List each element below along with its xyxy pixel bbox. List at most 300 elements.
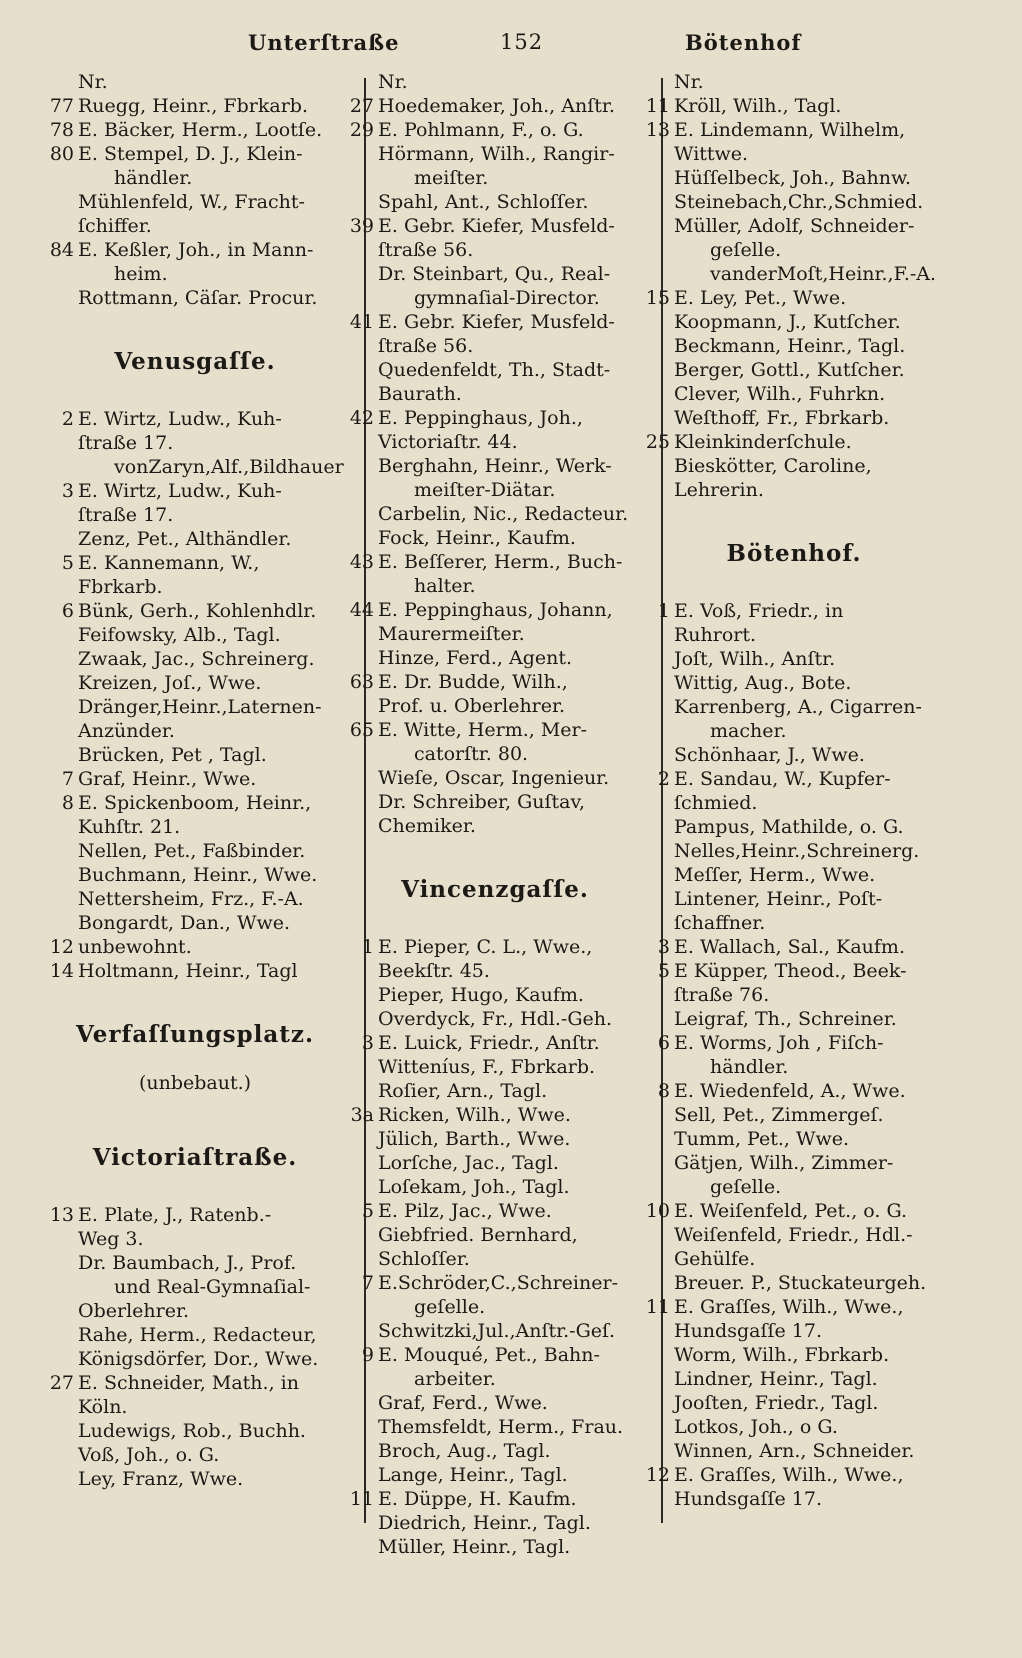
house-number — [328, 1391, 378, 1415]
house-number — [624, 1151, 674, 1175]
house-number — [328, 959, 378, 983]
entry-text: Müller, Heinr., Tagl. — [378, 1536, 571, 1558]
house-number — [328, 1007, 378, 1031]
entry-row — [624, 887, 964, 911]
house-number — [28, 286, 78, 310]
entry-row — [328, 550, 662, 574]
entry-row — [328, 118, 662, 142]
entry-text: Weiſenfeld, Friedr., Hdl.- — [674, 1224, 913, 1246]
house-number — [624, 166, 674, 190]
entry-row — [328, 646, 662, 670]
entry-text: Baurath. — [378, 383, 462, 405]
entry-text: Pieper, Hugo, Kaufm. — [378, 984, 584, 1006]
entry-row — [328, 1343, 662, 1367]
col1-s3-list — [28, 1203, 362, 1491]
entry-text: heim. — [114, 263, 168, 285]
house-number: 8 — [657, 1080, 670, 1102]
house-number: 6 — [657, 1032, 670, 1054]
entry-text: ſtraße 17. — [78, 504, 174, 526]
house-number — [328, 238, 378, 262]
entry-row — [624, 1391, 964, 1415]
house-number — [28, 863, 78, 887]
entry-row — [624, 1055, 964, 1079]
house-number — [624, 863, 674, 887]
entry-row — [328, 1487, 662, 1511]
entry-row — [328, 790, 662, 814]
entry-text: Koopmann, J., Kutſcher. — [674, 311, 901, 333]
entry-row — [28, 887, 362, 911]
house-number — [328, 1295, 378, 1319]
house-number — [328, 983, 378, 1007]
entry-row — [328, 959, 662, 983]
entry-text: ſtraße 56. — [378, 239, 474, 261]
house-number: 5 — [61, 552, 74, 574]
house-number — [624, 1391, 674, 1415]
house-number — [328, 622, 378, 646]
entry-text: E. Worms, Joh , Fiſch- — [674, 1032, 884, 1054]
entry-text: arbeiter. — [414, 1368, 496, 1390]
house-number: 65 — [349, 719, 374, 741]
entry-row — [328, 286, 662, 310]
house-number: 15 — [645, 287, 670, 309]
house-number — [328, 190, 378, 214]
house-number — [624, 911, 674, 935]
entry-row — [28, 238, 362, 262]
entry-row — [624, 166, 964, 190]
entry-row — [328, 1295, 662, 1319]
entry-row — [624, 382, 964, 406]
entry-row — [328, 1439, 662, 1463]
house-number: 9 — [361, 1344, 374, 1366]
house-number — [624, 983, 674, 1007]
house-number — [28, 1251, 78, 1275]
entry-text: Clever, Wilh., Fuhrkn. — [674, 383, 886, 405]
house-number — [624, 1271, 674, 1295]
entry-text: Pampus, Mathilde, o. G. — [674, 816, 904, 838]
house-number — [28, 1443, 78, 1467]
entry-text: E. Wirtz, Ludw., Kuh- — [78, 408, 282, 430]
house-number: 1 — [657, 600, 670, 622]
entry-row — [328, 718, 662, 742]
house-number — [624, 1343, 674, 1367]
entry-text: Brücken, Pet , Tagl. — [78, 744, 267, 766]
house-number — [28, 1227, 78, 1251]
entry-row — [328, 1511, 662, 1535]
house-number — [624, 406, 674, 430]
entry-row — [28, 479, 362, 503]
house-number — [624, 310, 674, 334]
entry-text: Graf, Ferd., Wwe. — [378, 1392, 548, 1414]
section-title: Verfaſſungsplatz. — [76, 1021, 314, 1048]
entry-text: Müller, Adolf, Schneider- — [674, 215, 915, 237]
entry-text: Hundsgaſſe 17. — [674, 1320, 823, 1342]
entry-text: E. Spickenboom, Heinr., — [78, 792, 312, 814]
entry-text: E. Wiedenfeld, A., Wwe. — [674, 1080, 906, 1102]
entry-row — [624, 262, 964, 286]
entry-row — [624, 743, 964, 767]
house-number: 27 — [49, 1372, 74, 1394]
house-number — [624, 1415, 674, 1439]
entry-text: ſtraße 17. — [78, 432, 174, 454]
entry-row — [624, 1175, 964, 1199]
entry-text: E. Peppinghaus, Joh., — [378, 407, 583, 429]
entry-row — [328, 694, 662, 718]
entry-text: E. Beſſerer, Herm., Buch- — [378, 551, 623, 573]
house-number — [624, 1175, 674, 1199]
house-number: 5 — [657, 960, 670, 982]
entry-text: Quedenfeldt, Th., Stadt- — [378, 359, 611, 381]
entry-text: unbewohnt. — [78, 936, 192, 958]
entry-text: E. Schneider, Math., in — [78, 1372, 299, 1394]
entry-row — [624, 1127, 964, 1151]
house-number — [328, 166, 378, 190]
house-number — [28, 815, 78, 839]
entry-text: Köln. — [78, 1396, 128, 1418]
entry-row — [28, 623, 362, 647]
col1-intro-list — [28, 70, 362, 310]
entry-text: Feifowsky, Alb., Tagl. — [78, 624, 281, 646]
entry-text: E. Peppinghaus, Johann, — [378, 599, 613, 621]
house-number — [28, 503, 78, 527]
entry-text: Berghahn, Heinr., Werk- — [378, 455, 612, 477]
entry-row — [624, 647, 964, 671]
house-number: 14 — [49, 960, 74, 982]
house-number: 2 — [61, 408, 74, 430]
house-number: 12 — [49, 936, 74, 958]
house-number — [328, 1175, 378, 1199]
entry-text: Maurermeiſter. — [378, 623, 525, 645]
house-number — [28, 1395, 78, 1419]
house-number: 3a — [350, 1104, 374, 1126]
entry-row — [624, 1079, 964, 1103]
entry-row — [28, 959, 362, 983]
entry-row — [328, 454, 662, 478]
entry-text: und Real-Gymnaſial- — [114, 1276, 311, 1298]
house-number — [624, 334, 674, 358]
house-number: 63 — [349, 671, 374, 693]
house-number — [28, 431, 78, 455]
entry-row — [28, 190, 362, 214]
entry-text: E. Pohlmann, F., o. G. — [378, 119, 584, 141]
house-number: 8 — [61, 792, 74, 814]
column-1 — [28, 70, 362, 1491]
entry-row — [624, 1487, 964, 1511]
entry-row — [328, 190, 662, 214]
house-number: 29 — [349, 119, 374, 141]
house-number: 39 — [349, 215, 374, 237]
entry-text: Gätjen, Wilh., Zimmer- — [674, 1152, 894, 1174]
house-number: 7 — [361, 1272, 374, 1294]
entry-row — [624, 1007, 964, 1031]
entry-row — [328, 1415, 662, 1439]
house-number — [624, 1319, 674, 1343]
house-number — [328, 766, 378, 790]
house-number — [624, 719, 674, 743]
entry-text: Kleinkinderſchule. — [674, 431, 852, 453]
house-number — [328, 1151, 378, 1175]
entry-row — [28, 1275, 362, 1299]
entry-row — [624, 406, 964, 430]
entry-row — [624, 623, 964, 647]
entry-row — [28, 863, 362, 887]
entry-text: Nettersheim, Frz., F.-A. — [78, 888, 304, 910]
entry-row — [328, 1367, 662, 1391]
entry-text: Dr. Schreiber, Guſtav, — [378, 791, 586, 813]
section-title: Victoriaſtraße. — [92, 1144, 298, 1171]
house-number — [28, 1299, 78, 1323]
house-number — [624, 1103, 674, 1127]
house-number — [328, 1535, 378, 1559]
entry-row — [328, 526, 662, 550]
house-number — [328, 70, 378, 94]
entry-text: Wittwe. — [674, 143, 749, 165]
entry-row — [28, 671, 362, 695]
entry-text: E. Lindemann, Wilhelm, — [674, 119, 906, 141]
entry-row — [328, 983, 662, 1007]
entry-row — [28, 166, 362, 190]
house-number — [28, 719, 78, 743]
entry-text: E. Graſſes, Wilh., Wwe., — [674, 1296, 904, 1318]
entry-row — [624, 839, 964, 863]
entry-text: Loſekam, Joh., Tagl. — [378, 1176, 570, 1198]
house-number — [28, 262, 78, 286]
entry-text: E. Wirtz, Ludw., Kuh- — [78, 480, 282, 502]
house-number — [28, 190, 78, 214]
column-2 — [328, 70, 662, 1559]
page-number: 152 — [500, 30, 544, 54]
entry-row — [624, 1199, 964, 1223]
entry-row — [328, 310, 662, 334]
section-title: Venusgaſſe. — [114, 348, 276, 375]
entry-text: vanderMoſt,Heinr.,F.-A. — [710, 263, 937, 285]
entry-text: Hoedemaker, Joh., Anſtr. — [378, 95, 615, 117]
entry-row — [328, 1199, 662, 1223]
entry-text: Fbrkarb. — [78, 576, 163, 598]
entry-row — [328, 670, 662, 694]
house-number: 1 — [361, 936, 374, 958]
house-number — [328, 1415, 378, 1439]
entry-text: Nr. — [674, 71, 704, 93]
entry-text: E Küpper, Theod., Beek- — [674, 960, 907, 982]
entry-row — [624, 1247, 964, 1271]
entry-row — [328, 1319, 662, 1343]
entry-text: Berger, Gottl., Kutſcher. — [674, 359, 905, 381]
entry-text: Hörmann, Wilh., Rangir- — [378, 143, 615, 165]
entry-row — [328, 766, 662, 790]
entry-row — [28, 1251, 362, 1275]
entry-text: ſtraße 56. — [378, 335, 474, 357]
house-number — [328, 574, 378, 598]
entry-row — [624, 214, 964, 238]
entry-row — [28, 407, 362, 431]
entry-row — [28, 262, 362, 286]
house-number: 41 — [349, 311, 374, 333]
entry-text: Dr. Steinbart, Qu., Real- — [378, 263, 611, 285]
house-number — [624, 1439, 674, 1463]
entry-row — [28, 455, 362, 479]
house-number — [328, 646, 378, 670]
entry-row — [624, 815, 964, 839]
entry-row — [328, 262, 662, 286]
entry-row — [28, 1347, 362, 1371]
entry-row — [328, 935, 662, 959]
house-number — [328, 262, 378, 286]
entry-row — [624, 1415, 964, 1439]
house-number — [328, 1079, 378, 1103]
entry-row — [328, 1007, 662, 1031]
entry-text: Fock, Heinr., Kaufm. — [378, 527, 576, 549]
entry-text: E. Pieper, C. L., Wwe., — [378, 936, 593, 958]
house-number: 3 — [657, 936, 670, 958]
entry-row — [28, 935, 362, 959]
entry-text: Karrenberg, A., Cigarren- — [674, 696, 922, 718]
entry-text: E. Weiſenfeld, Pet., o. G. — [674, 1200, 908, 1222]
entry-row — [28, 1443, 362, 1467]
entry-text: E. Pilz, Jac., Wwe. — [378, 1200, 552, 1222]
entry-row — [328, 598, 662, 622]
col1-s1-list — [28, 407, 362, 983]
entry-row — [28, 815, 362, 839]
entry-row — [28, 142, 362, 166]
entry-row — [624, 358, 964, 382]
house-number — [28, 911, 78, 935]
entry-text: Jooſten, Friedr., Tagl. — [674, 1392, 879, 1414]
entry-row — [328, 406, 662, 430]
house-number — [328, 334, 378, 358]
entry-row — [624, 1223, 964, 1247]
entry-row — [28, 70, 362, 94]
entry-row — [28, 1467, 362, 1491]
house-number — [328, 454, 378, 478]
entry-text: Lorſche, Jac., Tagl. — [378, 1152, 559, 1174]
entry-text: Dr. Baumbach, J., Prof. — [78, 1252, 297, 1274]
house-number: 78 — [49, 119, 74, 141]
entry-text: Nr. — [378, 71, 408, 93]
house-number: 11 — [645, 1296, 670, 1318]
entry-row — [328, 70, 662, 94]
entry-text: catorſtr. 80. — [414, 743, 529, 765]
house-number: 13 — [645, 119, 670, 141]
entry-row — [328, 742, 662, 766]
entry-text: E. Keßler, Joh., in Mann- — [78, 239, 314, 261]
entry-text: händler. — [114, 167, 193, 189]
entry-text: Kröll, Wilh., Tagl. — [674, 95, 842, 117]
entry-row — [328, 1175, 662, 1199]
house-number — [28, 166, 78, 190]
column-3 — [624, 70, 964, 1511]
house-number: 13 — [49, 1204, 74, 1226]
entry-text: Lintener, Heinr., Poſt- — [674, 888, 883, 910]
entry-text: Holtmann, Heinr., Tagl — [78, 960, 298, 982]
entry-row — [624, 959, 964, 983]
entry-row — [328, 622, 662, 646]
house-number — [624, 478, 674, 502]
entry-row — [28, 767, 362, 791]
entry-text: meiſter-Diätar. — [414, 479, 556, 501]
entry-row — [328, 1031, 662, 1055]
house-number: 25 — [645, 431, 670, 453]
house-number: 44 — [349, 599, 374, 621]
entry-text: Dränger,Heinr.,Laternen- — [78, 696, 322, 718]
entry-row — [328, 1247, 662, 1271]
entry-row — [28, 719, 362, 743]
entry-row — [328, 814, 662, 838]
entry-row — [328, 94, 662, 118]
house-number — [624, 358, 674, 382]
entry-row — [624, 1103, 964, 1127]
entry-row — [624, 478, 964, 502]
house-number — [328, 502, 378, 526]
entry-row — [28, 1323, 362, 1347]
entry-row — [624, 1343, 964, 1367]
house-number — [28, 839, 78, 863]
house-number — [328, 1511, 378, 1535]
entry-row — [328, 1127, 662, 1151]
house-number — [328, 478, 378, 502]
house-number — [28, 575, 78, 599]
entry-row — [28, 791, 362, 815]
entry-row — [328, 142, 662, 166]
house-number — [624, 1007, 674, 1031]
entry-row — [328, 214, 662, 238]
entry-text: Graf, Heinr., Wwe. — [78, 768, 257, 790]
entry-row — [624, 334, 964, 358]
entry-text: Chemiker. — [378, 815, 476, 837]
entry-text: Kreizen, Joſ., Wwe. — [78, 672, 262, 694]
entry-row — [28, 1227, 362, 1251]
entry-text: Ruhrort. — [674, 624, 757, 646]
house-number — [624, 190, 674, 214]
entry-text: Lange, Heinr., Tagl. — [378, 1464, 568, 1486]
entry-text: Hüſſelbeck, Joh., Bahnw. — [674, 167, 912, 189]
entry-row — [624, 599, 964, 623]
entry-text: Hinze, Ferd., Agent. — [378, 647, 573, 669]
entry-row — [328, 1079, 662, 1103]
entry-text: E. Wallach, Sal., Kaufm. — [674, 936, 905, 958]
house-number — [624, 1055, 674, 1079]
house-number — [28, 695, 78, 719]
house-number — [328, 814, 378, 838]
entry-text: Nelles,Heinr.,Schreinerg. — [674, 840, 920, 862]
entry-row — [624, 454, 964, 478]
entry-text: ſtraße 76. — [674, 984, 770, 1006]
entry-text: Lindner, Heinr., Tagl. — [674, 1368, 878, 1390]
entry-row — [28, 118, 362, 142]
house-number — [328, 1223, 378, 1247]
entry-row — [28, 1395, 362, 1419]
entry-row — [624, 1295, 964, 1319]
house-number — [624, 454, 674, 478]
house-number — [328, 526, 378, 550]
entry-text: Carbelin, Nic., Redacteur. — [378, 503, 629, 525]
house-number — [624, 791, 674, 815]
house-number: 42 — [349, 407, 374, 429]
house-number: 84 — [49, 239, 74, 261]
house-number — [624, 382, 674, 406]
entry-row — [28, 431, 362, 455]
house-number — [624, 743, 674, 767]
entry-text: geſelle. — [710, 239, 782, 261]
entry-text: Kuhſtr. 21. — [78, 816, 181, 838]
house-number: 11 — [645, 95, 670, 117]
entry-row — [28, 599, 362, 623]
entry-row — [328, 334, 662, 358]
section-note: (unbebaut.) — [138, 1072, 252, 1094]
entry-text: Bongardt, Dan., Wwe. — [78, 912, 291, 934]
house-number — [624, 815, 674, 839]
entry-row — [624, 863, 964, 887]
house-number: 80 — [49, 143, 74, 165]
